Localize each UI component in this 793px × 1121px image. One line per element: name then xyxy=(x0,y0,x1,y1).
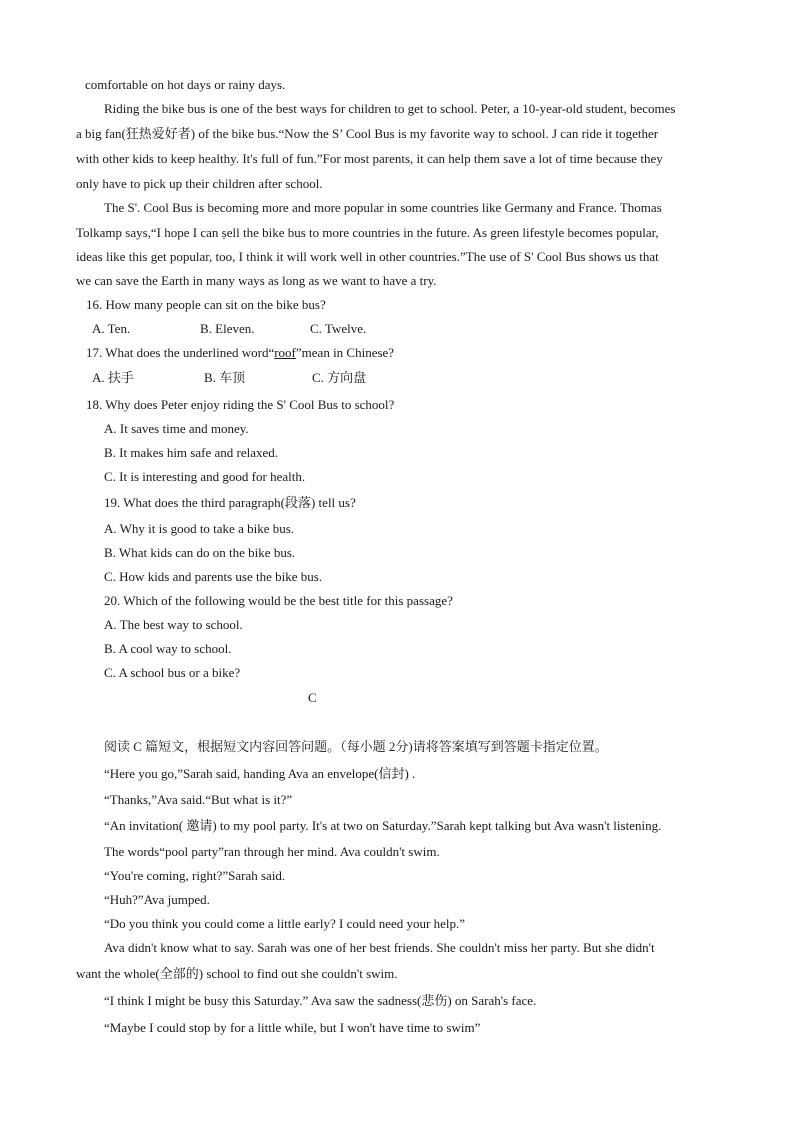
passage-c-line: “Huh?”Ava jumped. xyxy=(104,892,210,907)
passage-c-line: “Maybe I could stop by for a little while, but I won't have time to swim” xyxy=(104,1020,481,1035)
section-heading: C xyxy=(308,690,317,705)
question-16-stem: 16. How many people can sit on the bike bus? xyxy=(86,297,326,312)
question-20-option-b: B. A cool way to school. xyxy=(104,641,232,656)
question-20-option-c: C. A school bus or a bike? xyxy=(104,665,241,680)
passage-b-line: Tolkamp says,“I hope I can ṣell the bike bus to more countries in the future. As green lifestyle becomes popular, xyxy=(76,225,659,240)
question-18-option-c: C. It is interesting and good for health. xyxy=(104,469,306,484)
passage-c-line: The words“pool party”ran through her mind. Ava couldn't swim. xyxy=(104,844,440,859)
passage-c-line: “Do you think you could come a little early? I could need your help.” xyxy=(104,916,465,931)
passage-c-line: want the whole(全部的) school to find out she couldn't swim. xyxy=(76,966,398,981)
question-19-option-a: A. Why it is good to take a bike bus. xyxy=(104,521,295,536)
passage-b-line: we can save the Earth in many ways as long as we want to have a try. xyxy=(76,273,437,288)
question-16-option-b: B. Eleven. xyxy=(200,321,255,336)
question-17-option-b: B. 车顶 xyxy=(204,370,246,385)
passage-b-line: Riding the bike bus is one of the best ways for children to get to school. Peter, a 10-year-old student, becomes xyxy=(104,101,676,116)
underlined-word: roof xyxy=(274,345,296,360)
passage-c-line: “An invitation( 邀请) to my pool party. It's at two on Saturday.”Sarah kept talking but Ava wasn't listening. xyxy=(104,818,662,833)
question-18-option-b: B. It makes him safe and relaxed. xyxy=(104,445,278,460)
passage-b-line: The S'. Cool Bus is becoming more and more popular in some countries like Germany and France. Thomas xyxy=(104,200,662,215)
question-17-option-a: A. 扶手 xyxy=(92,370,134,385)
question-16-option-a: A. Ten. xyxy=(92,321,131,336)
question-17-option-c: C. 方向盘 xyxy=(312,370,367,385)
question-17-stem-pre: 17. What does the underlined word“ xyxy=(86,345,275,360)
question-18-option-a: A. It saves time and money. xyxy=(104,421,249,436)
question-20-option-a: A. The best way to school. xyxy=(104,617,243,632)
passage-b-line: a big fan(狂热爱好者) of the bike bus.“Now the S’ Cool Bus is my favorite way to school. J can ride it together xyxy=(76,126,659,141)
passage-c-line: “Here you go,”Sarah said, handing Ava an envelope(信封) . xyxy=(104,766,416,781)
passage-b-line: with other kids to keep healthy. It's full of fun.”For most parents, it can help them save a lot of time because they xyxy=(76,151,663,166)
passage-c-line: “You're coming, right?”Sarah said. xyxy=(104,868,286,883)
passage-b-line: comfortable on hot days or rainy days. xyxy=(85,77,286,92)
question-19-stem: 19. What does the third paragraph(段落) tell us? xyxy=(104,495,356,510)
question-19-option-b: B. What kids can do on the bike bus. xyxy=(104,545,296,560)
question-17-stem xyxy=(86,345,394,361)
passage-c-line: “Thanks,”Ava said.“But what is it?” xyxy=(104,792,293,807)
question-19-option-c: C. How kids and parents use the bike bus. xyxy=(104,569,323,584)
passage-c-line: “I think I might be busy this Saturday.” Ava saw the sadness(悲伤) on Sarah's face. xyxy=(104,993,537,1008)
question-16-option-c: C. Twelve. xyxy=(310,321,367,336)
question-20-stem: 20. Which of the following would be the best title for this passage? xyxy=(104,593,453,608)
section-instruction: 阅读 C 篇短文，根据短文内容回答问题。（每小题 2分)请将答案填写到答题卡指定位置。 xyxy=(104,739,608,754)
question-18-stem: 18. Why does Peter enjoy riding the S' Cool Bus to school? xyxy=(86,397,395,412)
passage-b-line: only have to pick up their children after school. xyxy=(76,176,323,191)
passage-c-line: Ava didn't know what to say. Sarah was one of her best friends. She couldn't miss her party. But she didn't xyxy=(104,940,655,955)
question-17-stem-post: ”mean in Chinese? xyxy=(295,345,395,360)
passage-b-line: ideas like this get popular, too, I think it will work well in other countries.”The use of S' Cool Bus shows us that xyxy=(76,249,659,264)
